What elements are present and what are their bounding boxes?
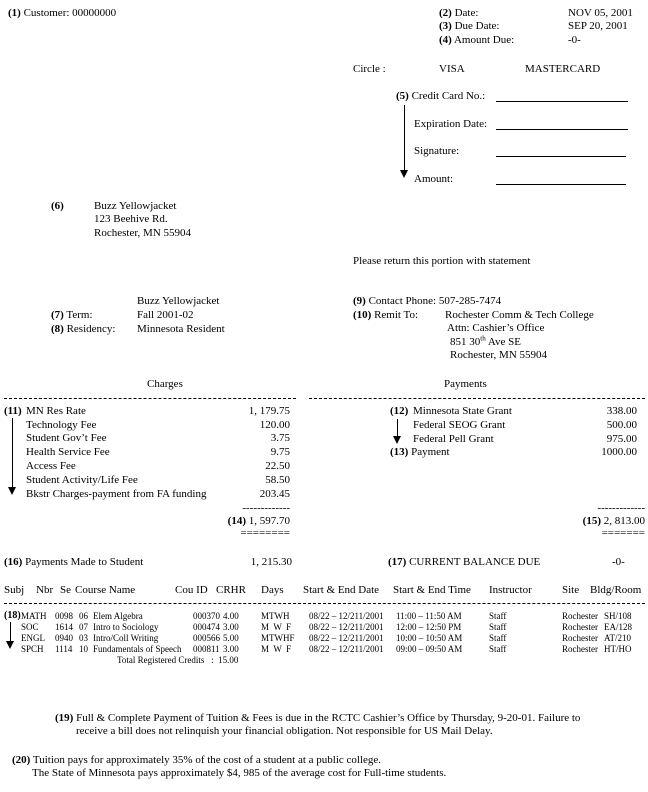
- row2-crhr: 3.00: [223, 622, 239, 632]
- row1-crhr: 4.00: [223, 611, 239, 621]
- charge-label-1: MN Res Rate: [26, 405, 86, 417]
- charges-arrow-head: [8, 487, 16, 495]
- contact-number: (9): [353, 295, 366, 307]
- date-number: (2): [439, 7, 452, 19]
- col-course: Course Name: [75, 584, 136, 596]
- charge-label-3: Student Gov’t Fee: [26, 432, 107, 444]
- charges-total-number: (14): [227, 515, 246, 527]
- due-date-label-group: [439, 20, 499, 33]
- charge-value-3: 3.75: [270, 432, 290, 444]
- row4-instructor: Staff: [489, 644, 507, 654]
- visa-option[interactable]: VISA: [439, 63, 465, 75]
- contact-label: Contact Phone:: [368, 295, 437, 307]
- payments-total-underline: =======: [601, 527, 645, 539]
- paid-to-student-label: Payments Made to Student: [25, 556, 144, 568]
- contact-phone: [353, 295, 501, 308]
- payments-arrow-line: [397, 419, 398, 437]
- payments-divider: [309, 398, 645, 399]
- row3-dates: 08/22 – 12/211/2001: [309, 633, 384, 643]
- payments-arrow-head: [393, 436, 401, 444]
- expiration-label: Expiration Date:: [414, 118, 488, 130]
- note19-line1: [55, 712, 580, 725]
- row1-dates: 08/22 – 12/211/2001: [309, 611, 384, 621]
- charge-value-2: 120.00: [259, 419, 290, 431]
- amount-label: Amount:: [414, 173, 454, 185]
- row2-subj: SOC: [21, 622, 39, 632]
- col-crhr: CRHR: [216, 584, 246, 596]
- charge-label-7: Bkstr Charges-payment from FA funding: [26, 488, 207, 500]
- signature-field[interactable]: [496, 156, 626, 157]
- signature-label: Signature:: [414, 145, 460, 157]
- amount-due-value: -0-: [568, 34, 581, 46]
- payments-number: (12): [390, 405, 409, 417]
- due-date-number: (3): [439, 20, 452, 32]
- row2-dates: 08/22 – 12/211/2001: [309, 622, 384, 632]
- col-times: Start & End Time: [393, 584, 471, 596]
- schedule-arrow-line: [10, 622, 11, 642]
- payment-label-3: Federal Pell Grant: [413, 433, 494, 445]
- card-arrow-line: [404, 105, 405, 171]
- amount-due-number: (4): [439, 34, 452, 46]
- row4-se: 10: [79, 644, 88, 654]
- charge-value-5: 22.50: [265, 460, 290, 472]
- row4-subj: SPCH: [21, 644, 44, 654]
- payment-label: Payment: [411, 446, 450, 458]
- paid-to-student: [4, 556, 143, 569]
- remit-line1: Rochester Comm & Tech College: [445, 309, 594, 321]
- payment-value: 1000.00: [601, 446, 637, 458]
- term-label: Term:: [66, 309, 93, 321]
- row1-times: 11:00 – 11:50 AM: [396, 611, 462, 621]
- payments-total-value: 2, 813.00: [603, 515, 645, 527]
- charge-value-1: 1, 179.75: [248, 405, 290, 417]
- charges-total-value: 1, 597.70: [248, 515, 290, 527]
- return-note: Please return this portion with statement: [353, 255, 531, 267]
- term-value: Fall 2001-02: [137, 309, 194, 321]
- note19-text: Full & Complete Payment of Tuition & Fees is due in the RCTC Cashier’s Office by Thursday, 9-20-01. Failure to: [76, 712, 581, 724]
- card-section-number: (5): [396, 90, 409, 102]
- note19-line2: receive a bill does not relinquish your financial obligation. Not responsible for US Mail Delay.: [76, 725, 493, 737]
- charge-label-6: Student Activity/Life Fee: [26, 474, 138, 486]
- schedule-divider: [4, 603, 645, 604]
- charges-number: (11): [4, 405, 22, 417]
- charges-header: Charges: [147, 378, 183, 390]
- row3-site: Rochester: [562, 633, 598, 643]
- schedule-number: (18): [4, 610, 21, 621]
- total-registered-credits: Total Registered Credits : 15.00: [117, 655, 239, 665]
- row3-se: 03: [79, 633, 88, 643]
- col-days: Days: [261, 584, 284, 596]
- payment-value-3: 975.00: [606, 433, 637, 445]
- note20-text: Tuition pays for approximately 35% of the cost of a student at a public college.: [32, 754, 382, 766]
- customer-field: [8, 7, 116, 20]
- row2-course: Intro to Sociology: [93, 622, 159, 632]
- charge-label-4: Health Service Fee: [26, 446, 110, 458]
- residency-label-group: [51, 323, 115, 336]
- payment-number: (13): [390, 446, 409, 458]
- row1-nbr: 0098: [55, 611, 73, 621]
- charge-label-2: Technology Fee: [26, 419, 97, 431]
- residency-value: Minnesota Resident: [137, 323, 225, 335]
- paid-to-student-number: (16): [4, 556, 23, 568]
- col-couid: Cou ID: [175, 584, 208, 596]
- mastercard-option[interactable]: MASTERCARD: [525, 63, 601, 75]
- payment-value-2: 500.00: [606, 419, 637, 431]
- row3-subj: ENGL: [21, 633, 45, 643]
- remit-number: (10): [353, 309, 372, 321]
- current-balance-label: CURRENT BALANCE DUE: [409, 556, 541, 568]
- row1-se: 06: [79, 611, 88, 621]
- term-number: (7): [51, 309, 64, 321]
- amount-field[interactable]: [496, 184, 626, 185]
- col-nbr: Nbr: [36, 584, 54, 596]
- row2-couid: 000474: [193, 622, 220, 632]
- student-name: Buzz Yellowjacket: [137, 295, 220, 307]
- row2-instructor: Staff: [489, 622, 507, 632]
- address-street: 123 Beehive Rd.: [94, 213, 168, 225]
- date-label-group: [439, 7, 478, 20]
- residency-number: (8): [51, 323, 64, 335]
- schedule-arrow-head: [6, 641, 14, 649]
- payment-value-1: 338.00: [606, 405, 637, 417]
- date-value: NOV 05, 2001: [568, 7, 633, 19]
- remit-line3: [450, 336, 521, 349]
- amount-due-label: Amount Due:: [453, 34, 515, 46]
- charges-total-underline: ========: [240, 527, 290, 539]
- circle-label: Circle :: [353, 63, 386, 75]
- remit-line3-number: 851 30: [450, 336, 481, 348]
- row3-crhr: 5.00: [223, 633, 239, 643]
- charge-label-5: Access Fee: [26, 460, 76, 472]
- row4-days: M W F: [261, 644, 292, 654]
- charges-subtotal-line: -------------: [242, 502, 290, 514]
- payments-subtotal-line: -------------: [597, 502, 645, 514]
- row1-couid: 000370: [193, 611, 220, 621]
- address-name: Buzz Yellowjacket: [94, 200, 177, 212]
- charge-value-6: 58.50: [265, 474, 290, 486]
- remit-line3-street: Ave SE: [485, 336, 521, 348]
- note20-line1: [12, 754, 381, 767]
- row4-course: Fundamentals of Speech: [93, 644, 182, 654]
- payment-row: [390, 446, 450, 459]
- row1-subj: MATH: [21, 611, 47, 621]
- row1-course: Elem Algebra: [93, 611, 143, 621]
- note19-number: (19): [55, 712, 74, 724]
- remit-label-group: [353, 309, 418, 322]
- row4-site: Rochester: [562, 644, 598, 654]
- note20-line2: The State of Minnesota pays approximately $4, 985 of the average cost for Full-time students.: [32, 767, 447, 779]
- charges-arrow-line: [12, 418, 13, 488]
- row3-times: 10:00 – 10:50 AM: [396, 633, 463, 643]
- payment-label-2: Federal SEOG Grant: [413, 419, 506, 431]
- row2-bldg: EA/128: [604, 622, 632, 632]
- row1-bldg: SH/108: [604, 611, 632, 621]
- row3-couid: 000566: [193, 633, 220, 643]
- row4-dates: 08/22 – 12/211/2001: [309, 644, 384, 654]
- customer-value: 00000000: [72, 7, 117, 19]
- row2-se: 07: [79, 622, 88, 632]
- current-balance: [388, 556, 540, 569]
- address-city: Rochester, MN 55904: [94, 227, 192, 239]
- payments-header: Payments: [444, 378, 487, 390]
- row4-crhr: 3.00: [223, 644, 239, 654]
- paid-to-student-value: 1, 215.30: [250, 556, 292, 568]
- contact-value: 507-285-7474: [438, 295, 502, 307]
- address-number: (6): [51, 200, 64, 212]
- row1-days: MTWH: [261, 611, 290, 621]
- row3-course: Intro/Coll Writing: [93, 633, 159, 643]
- due-date-value: SEP 20, 2001: [568, 20, 628, 32]
- expiration-field[interactable]: [496, 129, 628, 130]
- col-instructor: Instructor: [489, 584, 532, 596]
- date-label: Date:: [454, 7, 479, 19]
- term-label-group: [51, 309, 93, 322]
- remit-line2: Attn: Cashier’s Office: [447, 322, 545, 334]
- row2-nbr: 1614: [55, 622, 73, 632]
- current-balance-value: -0-: [612, 556, 625, 568]
- current-balance-number: (17): [388, 556, 407, 568]
- row4-times: 09:00 – 09:50 AM: [396, 644, 463, 654]
- col-dates: Start & End Date: [303, 584, 380, 596]
- row1-site: Rochester: [562, 611, 598, 621]
- remit-line3-suffix: th: [480, 334, 486, 343]
- amount-due-label-group: [439, 34, 514, 47]
- residency-label: Residency:: [66, 323, 116, 335]
- row2-days: M W F: [261, 622, 292, 632]
- charges-divider: [4, 398, 296, 399]
- payment-label-1: Minnesota State Grant: [413, 405, 512, 417]
- row2-site: Rochester: [562, 622, 598, 632]
- due-date-label: Due Date:: [454, 20, 500, 32]
- remit-label: Remit To:: [374, 309, 419, 321]
- row3-days: MTWHF: [261, 633, 295, 643]
- card-number-label: Credit Card No.:: [411, 90, 486, 102]
- charge-value-7: 203.45: [259, 488, 290, 500]
- card-number-field[interactable]: [496, 101, 628, 102]
- remit-line4: Rochester, MN 55904: [450, 349, 548, 361]
- customer-label: Customer:: [23, 7, 70, 19]
- row1-instructor: Staff: [489, 611, 507, 621]
- row2-times: 12:00 – 12:50 PM: [396, 622, 462, 632]
- note20-number: (20): [12, 754, 31, 766]
- col-se: Se: [60, 584, 71, 596]
- row3-nbr: 0940: [55, 633, 73, 643]
- card-arrow-head: [400, 170, 408, 178]
- card-number-label-group: [396, 90, 485, 103]
- row4-couid: 000811: [193, 644, 220, 654]
- row3-instructor: Staff: [489, 633, 507, 643]
- row4-bldg: HT/HO: [604, 644, 632, 654]
- charge-value-4: 9.75: [270, 446, 290, 458]
- col-site: Site: [562, 584, 580, 596]
- customer-number: (1): [8, 7, 21, 19]
- row4-nbr: 1114: [55, 644, 73, 654]
- col-subj: Subj: [4, 584, 25, 596]
- row3-bldg: AT/210: [604, 633, 631, 643]
- payments-total-number: (15): [582, 515, 601, 527]
- col-bldg: Bldg/Room: [590, 584, 642, 596]
